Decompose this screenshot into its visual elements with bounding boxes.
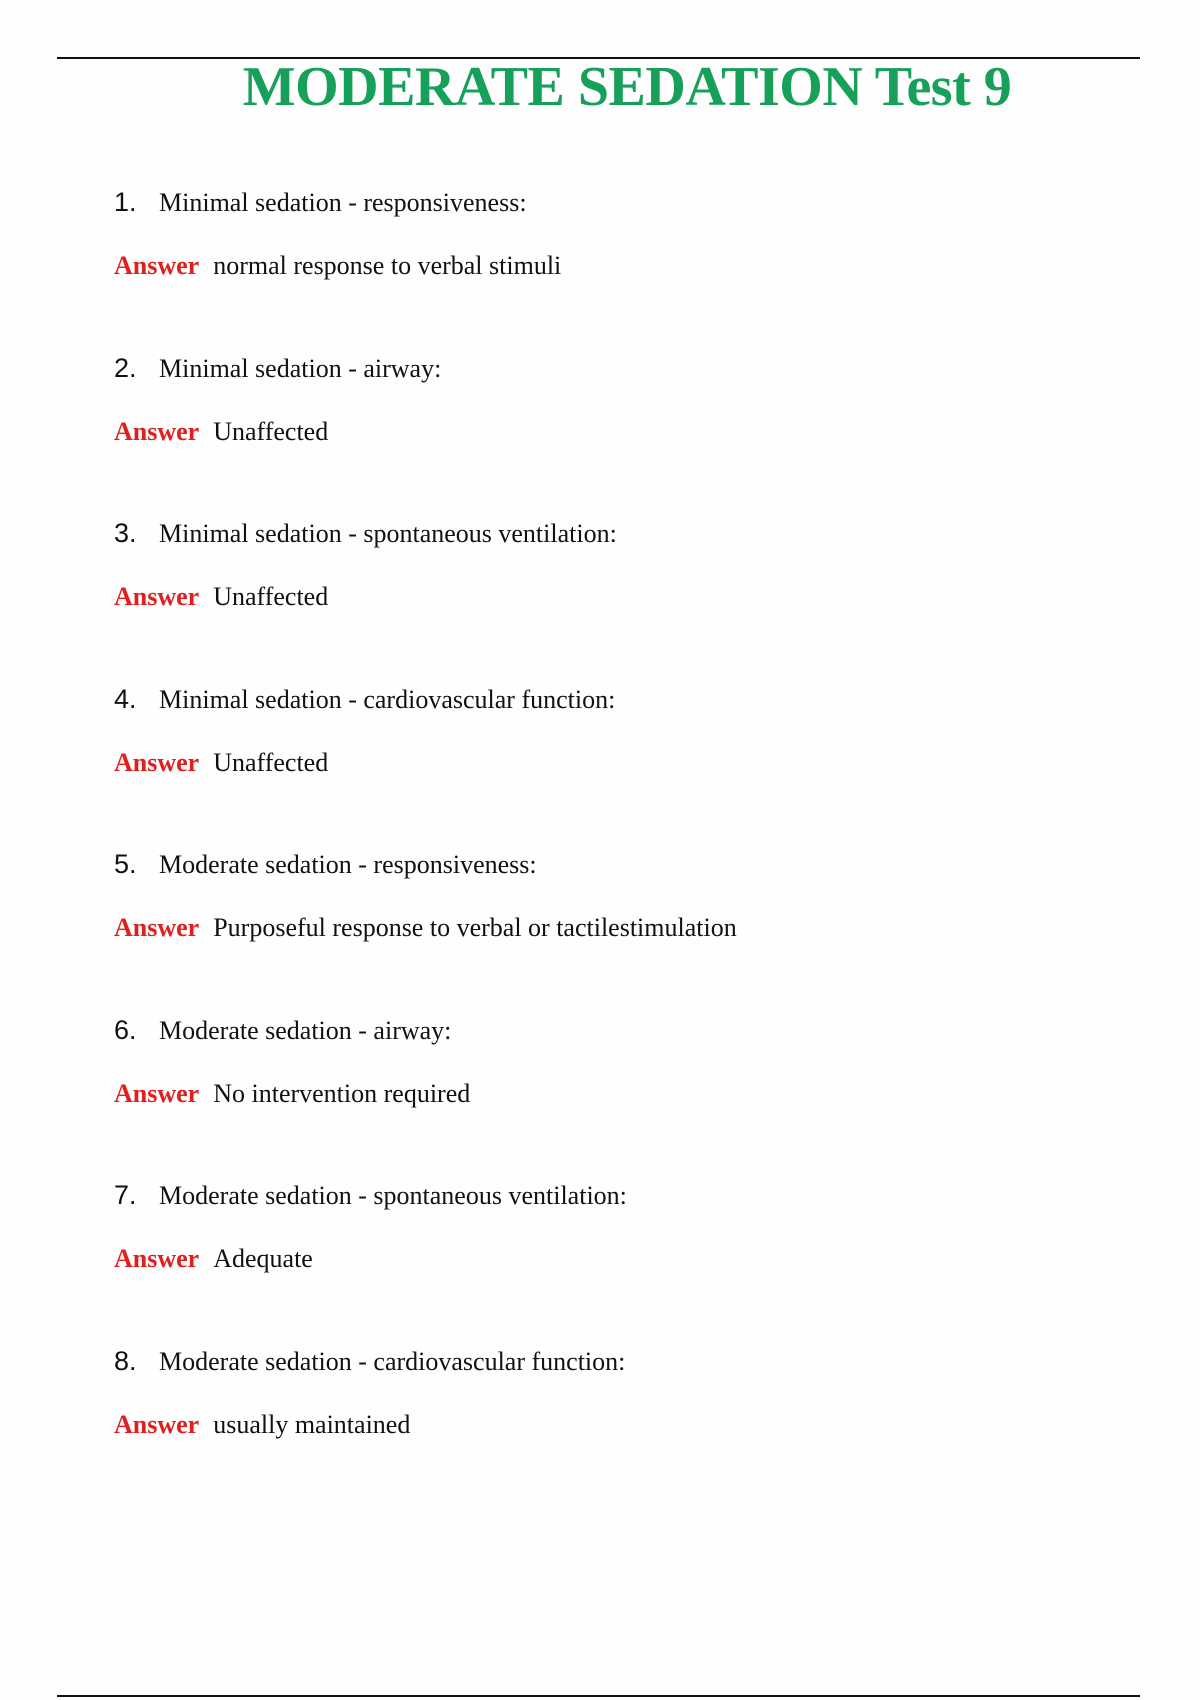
- question-text: Minimal sedation - airway:: [159, 353, 442, 383]
- question-text: Moderate sedation - airway:: [159, 1015, 452, 1045]
- question-text: Moderate sedation - responsiveness:: [159, 850, 537, 879]
- page-title: MODERATE SEDATION Test 9: [242, 56, 1012, 118]
- answer-label: Answer: [114, 1409, 200, 1439]
- answer-label: Answer: [114, 1078, 200, 1108]
- qa-item: [114, 351, 1114, 449]
- qa-item: [114, 1344, 1114, 1442]
- answer-text: Purposeful response to verbal or tactilestimulation: [213, 913, 737, 942]
- question-text: Moderate sedation - cardiovascular function:: [159, 1346, 626, 1376]
- qa-item: [114, 1013, 1114, 1111]
- question: [114, 1013, 1114, 1047]
- answer: [114, 249, 1114, 283]
- answer-text: Unaffected: [213, 747, 329, 777]
- question: [114, 682, 1114, 716]
- answer-text: Unaffected: [213, 582, 329, 611]
- qa-item: [114, 516, 1114, 614]
- answer-label: Answer: [114, 251, 200, 280]
- answer-text: Adequate: [213, 1244, 313, 1273]
- answer-text: Unaffected: [213, 416, 329, 446]
- question-number: 3.: [114, 518, 137, 548]
- answer: [114, 911, 1114, 945]
- question-number: 1.: [114, 187, 137, 217]
- question: [114, 1344, 1114, 1378]
- answer-label: Answer: [114, 913, 200, 942]
- answer-text: normal response to verbal stimuli: [213, 251, 562, 280]
- question-text: Moderate sedation - spontaneous ventilation:: [159, 1181, 627, 1210]
- answer: [114, 746, 1114, 780]
- answer: [114, 415, 1114, 449]
- qa-item: [114, 847, 1114, 945]
- question-number: 8.: [114, 1345, 137, 1376]
- question: [114, 1178, 1114, 1212]
- question-text: Minimal sedation - spontaneous ventilation:: [159, 519, 617, 548]
- question: [114, 847, 1114, 881]
- answer-text: usually maintained: [213, 1409, 411, 1439]
- question-number: 4.: [114, 683, 137, 714]
- question-number: 2.: [114, 352, 137, 383]
- answer-label: Answer: [114, 416, 200, 446]
- question-text: Minimal sedation - responsiveness:: [159, 188, 527, 217]
- question-number: 6.: [114, 1014, 137, 1045]
- answer-label: Answer: [114, 747, 200, 777]
- answer: [114, 1077, 1114, 1111]
- answer: [114, 1408, 1114, 1442]
- question: [114, 516, 1114, 550]
- question-number: 5.: [114, 849, 137, 879]
- qa-item: [114, 1178, 1114, 1276]
- answer: [114, 580, 1114, 614]
- answer: [114, 1242, 1114, 1276]
- bottom-rule: [57, 1695, 1140, 1697]
- qa-item: [114, 185, 1114, 283]
- question: [114, 351, 1114, 385]
- answer-text: No intervention required: [213, 1078, 471, 1108]
- question-text: Minimal sedation - cardiovascular function:: [159, 684, 616, 714]
- answer-label: Answer: [114, 1244, 200, 1273]
- answer-label: Answer: [114, 582, 200, 611]
- question: [114, 185, 1114, 219]
- question-number: 7.: [114, 1180, 137, 1210]
- qa-item: [114, 682, 1114, 780]
